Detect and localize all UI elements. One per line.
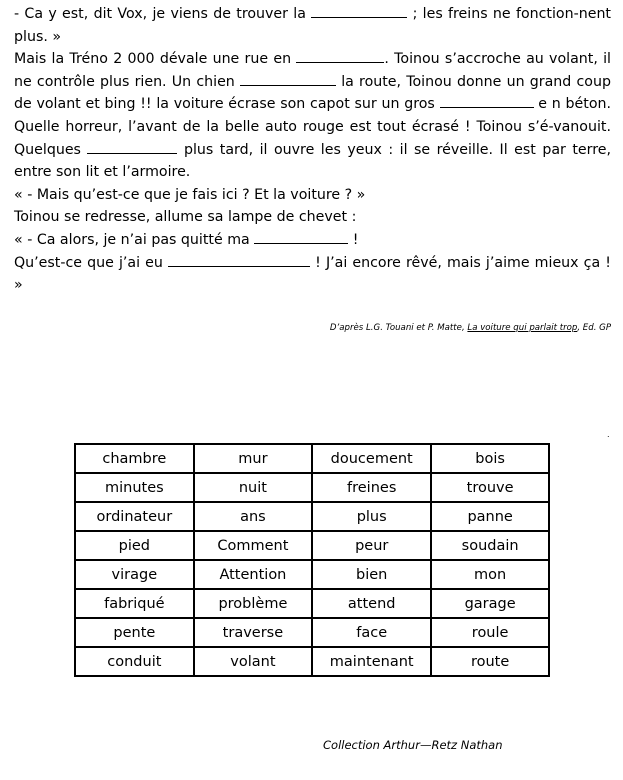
story-text-segment: Mais la Tréno 2 000 dévale une rue en: [14, 51, 297, 68]
word-table: [74, 443, 550, 677]
story-text-segment: e n béton. Quelle horreur, l’avant de la belle auto rouge est tout écrasé ! Toinou s’é-vanouit. Quelques: [14, 96, 612, 158]
word-cell: face: [312, 618, 431, 647]
story-text-segment: « - Ca alors, je n’ai pas quitté ma: [14, 231, 255, 248]
collection-credit: Collection Arthur—Retz Nathan: [323, 738, 503, 752]
word-cell: peur: [312, 531, 431, 560]
citation-prefix: D’après L.G. Touani et P. Matte,: [329, 323, 468, 333]
stray-mark: .: [607, 430, 610, 439]
citation-suffix: , Ed. GP: [577, 323, 611, 333]
word-cell: Attention: [194, 560, 312, 589]
blank-6: [254, 229, 348, 244]
word-cell: freines: [312, 473, 431, 502]
story-text: [14, 3, 611, 297]
word-table-row: [75, 502, 549, 531]
word-cell: maintenant: [312, 647, 431, 676]
word-cell: ordinateur: [75, 502, 194, 531]
word-cell: problème: [194, 589, 312, 618]
story-paragraph-6: [14, 252, 611, 297]
blank-1: [311, 3, 407, 18]
word-cell: ans: [194, 502, 312, 531]
story-paragraph-3: « - Mais qu’est-ce que je fais ici ? Et la voiture ? »: [14, 186, 366, 203]
word-table-row: [75, 560, 549, 589]
word-cell: attend: [312, 589, 431, 618]
word-cell: volant: [194, 647, 312, 676]
word-cell: garage: [431, 589, 549, 618]
story-paragraph-4: Toinou se redresse, allume sa lampe de chevet :: [14, 209, 357, 226]
word-cell: pied: [75, 531, 194, 560]
word-cell: bois: [431, 444, 549, 473]
word-cell: conduit: [75, 647, 194, 676]
story-paragraph-2: [14, 48, 611, 184]
story-text-segment: ; les freins ne fonction-nent plus. »: [14, 6, 611, 45]
blank-3: [240, 71, 336, 86]
word-cell: route: [431, 647, 549, 676]
word-cell: trouve: [431, 473, 549, 502]
word-cell: mur: [194, 444, 312, 473]
word-table-row: [75, 589, 549, 618]
word-cell: virage: [75, 560, 194, 589]
blank-2: [296, 48, 384, 63]
word-cell: mon: [431, 560, 549, 589]
word-table-row: [75, 531, 549, 560]
word-cell: plus: [312, 502, 431, 531]
word-cell: doucement: [312, 444, 431, 473]
word-table-row: [75, 473, 549, 502]
word-cell: pente: [75, 618, 194, 647]
word-table-row: [75, 647, 549, 676]
word-cell: bien: [312, 560, 431, 589]
story-text-segment: . Toinou s’accroche au volant, il ne contrôle plus rien. Un chien: [14, 51, 611, 90]
word-cell: fabriqué: [75, 589, 194, 618]
source-citation: [330, 323, 611, 333]
story-paragraph-5: [14, 229, 611, 252]
word-table-row: [75, 444, 549, 473]
word-cell: roule: [431, 618, 549, 647]
word-cell: traverse: [194, 618, 312, 647]
word-cell: minutes: [75, 473, 194, 502]
story-text-segment: la route, Toinou donne un grand coup de volant et bing !! la voiture écrase son capot sur un gros: [14, 73, 611, 113]
blank-7: [168, 252, 310, 267]
word-table-body: [75, 444, 549, 676]
citation-book-title: La voiture qui parlait trop: [467, 323, 578, 333]
story-text-segment: plus tard, il ouvre les yeux : il se réveille. Il est par terre, entre son lit et l’armoire.: [14, 141, 611, 181]
word-cell: chambre: [75, 444, 194, 473]
blank-5: [87, 139, 177, 154]
word-cell: panne: [431, 502, 549, 531]
word-table-row: [75, 618, 549, 647]
word-cell: soudain: [431, 531, 549, 560]
story-text-segment: !: [348, 231, 359, 248]
story-paragraph-1: [14, 3, 611, 48]
story-text-segment: - Ca y est, dit Vox, je viens de trouver la: [14, 6, 312, 22]
word-cell: nuit: [194, 473, 312, 502]
word-cell: Comment: [194, 531, 312, 560]
story-text-segment: ! J’ai encore rêvé, mais j’aime mieux ça ! »: [14, 254, 611, 294]
story-text-segment: Qu’est-ce que j’ai eu: [14, 254, 169, 271]
blank-4: [440, 93, 534, 108]
